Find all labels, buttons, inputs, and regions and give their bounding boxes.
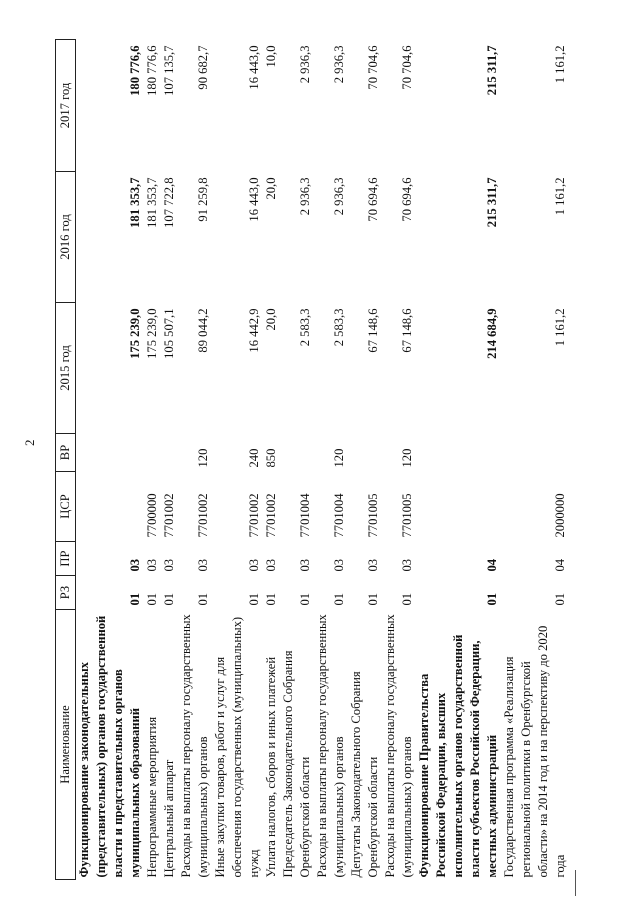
header-2015: 2015 год bbox=[56, 303, 76, 434]
cell-pr: 03 bbox=[145, 558, 159, 572]
cell-2017: 1 161,2 bbox=[553, 45, 567, 84]
cell-name: Председатель Законодательного Собрания Оренбургской области bbox=[281, 650, 312, 878]
cell-vr bbox=[76, 434, 145, 472]
cell-rz: 01 bbox=[485, 592, 499, 606]
cell-vr: 120 bbox=[400, 448, 414, 468]
cell-name: Уплата налогов, сборов и иных платежей bbox=[264, 656, 278, 878]
cell-rz: 01 bbox=[298, 592, 312, 606]
cell-name: Расходы на выплаты персоналу государственных (муниципальных) органов bbox=[315, 614, 346, 878]
cell-name: Государственная программа «Реализация региональной политики в Оренбургской области» на 2014 год и на перспективу до 2020 года bbox=[502, 625, 567, 878]
header-name: Наименование bbox=[56, 610, 76, 880]
cell-csr: 7701005 bbox=[400, 493, 414, 538]
cell-2017: 180 776,6 bbox=[128, 45, 142, 96]
cell-2016: 2 936,3 bbox=[332, 177, 346, 216]
cell-name: Расходы на выплаты персоналу государственных (муниципальных) органов bbox=[383, 614, 414, 878]
cell-csr: 7701002 bbox=[264, 493, 278, 538]
table-row bbox=[382, 40, 416, 880]
cell-pr: 03 bbox=[400, 558, 414, 572]
cell-2016: 181 353,7 bbox=[145, 177, 159, 228]
cell-csr: 7701004 bbox=[332, 493, 346, 538]
cell-vr bbox=[501, 434, 569, 472]
cell-2015: 67 148,6 bbox=[400, 308, 414, 353]
cell-pr: 03 bbox=[264, 558, 278, 572]
page-number: 2 bbox=[22, 439, 37, 446]
table-row bbox=[348, 40, 382, 880]
cell-vr bbox=[144, 434, 161, 472]
cell-2016: 1 161,2 bbox=[553, 177, 567, 216]
table-row bbox=[314, 40, 348, 880]
cell-csr: 7701002 bbox=[247, 493, 261, 538]
cell-csr: 7701004 bbox=[298, 493, 312, 538]
cell-2017: 107 135,7 bbox=[162, 45, 176, 96]
cell-pr: 03 bbox=[128, 558, 142, 572]
cell-2016: 215 311,7 bbox=[485, 177, 499, 228]
cell-rz: 01 bbox=[128, 592, 142, 606]
cell-rz: 01 bbox=[366, 592, 380, 606]
table-row bbox=[178, 40, 212, 880]
cell-2016: 91 259,8 bbox=[196, 177, 210, 222]
cell-csr: 7701002 bbox=[196, 493, 210, 538]
cell-csr: 2000000 bbox=[553, 493, 567, 538]
cell-2017: 215 311,7 bbox=[485, 45, 499, 96]
cell-2016: 2 936,3 bbox=[298, 177, 312, 216]
footnote-rule bbox=[575, 870, 576, 896]
cell-name: Функционирование Правительства Российской Федерации, высших исполнительных органов государственной власти субъектов Российской Федерации, местных администраций bbox=[417, 634, 499, 878]
cell-rz: 01 bbox=[196, 592, 210, 606]
cell-2017: 16 443,0 bbox=[247, 45, 261, 90]
cell-pr: 04 bbox=[485, 558, 499, 572]
header-2017: 2017 год bbox=[56, 40, 76, 172]
cell-pr: 04 bbox=[553, 558, 567, 572]
cell-2017: 2 936,3 bbox=[332, 45, 346, 84]
cell-2017: 70 704,6 bbox=[366, 45, 380, 90]
cell-pr: 03 bbox=[332, 558, 346, 572]
cell-2015: 67 148,6 bbox=[366, 308, 380, 353]
table-row bbox=[416, 40, 501, 880]
cell-pr: 03 bbox=[298, 558, 312, 572]
cell-name: Расходы на выплаты персоналу государственных (муниципальных) органов bbox=[179, 614, 210, 878]
cell-2015: 2 583,3 bbox=[332, 308, 346, 347]
table-row bbox=[501, 40, 569, 880]
cell-2016: 70 694,6 bbox=[400, 177, 414, 222]
cell-name: Функционирование законодательных (представительных) органов государственной власти и представительных органов муниципальных образований bbox=[77, 615, 142, 878]
cell-rz: 01 bbox=[162, 592, 176, 606]
header-vr: ВР bbox=[56, 434, 76, 472]
cell-vr: 120 bbox=[196, 448, 210, 468]
cell-rz: 01 bbox=[400, 592, 414, 606]
header-pr: ПР bbox=[56, 542, 76, 576]
cell-vr bbox=[416, 434, 501, 472]
cell-csr: 7701002 bbox=[162, 493, 176, 538]
budget-table bbox=[55, 39, 569, 880]
table-row bbox=[76, 40, 145, 880]
cell-2017: 70 704,6 bbox=[400, 45, 414, 90]
cell-2015: 16 442,9 bbox=[247, 308, 261, 353]
cell-2015: 20,0 bbox=[264, 308, 278, 331]
cell-name: Депутаты Законодательного Собрания Оренбургской области bbox=[349, 671, 380, 878]
cell-2016: 20,0 bbox=[264, 177, 278, 200]
table-body bbox=[76, 40, 570, 880]
cell-2017: 10,0 bbox=[264, 45, 278, 68]
cell-name: Иные закупки товаров, работ и услуг для обеспечения государственных (муниципальных) нужд bbox=[213, 616, 261, 878]
table-row bbox=[212, 40, 263, 880]
cell-2015: 105 507,1 bbox=[162, 308, 176, 359]
cell-2016: 107 722,8 bbox=[162, 177, 176, 228]
header-2016: 2016 год bbox=[56, 172, 76, 303]
cell-rz: 01 bbox=[332, 592, 346, 606]
cell-vr bbox=[348, 434, 382, 472]
cell-vr: 850 bbox=[264, 448, 278, 468]
cell-pr: 03 bbox=[162, 558, 176, 572]
cell-rz: 01 bbox=[553, 592, 567, 606]
rotated-page bbox=[55, 40, 600, 880]
cell-2015: 2 583,3 bbox=[298, 308, 312, 347]
cell-rz: 01 bbox=[264, 592, 278, 606]
table-row bbox=[161, 40, 178, 880]
cell-csr bbox=[76, 472, 145, 542]
cell-2017: 2 936,3 bbox=[298, 45, 312, 84]
cell-2016: 70 694,6 bbox=[366, 177, 380, 222]
cell-name: Центральный аппарат bbox=[162, 759, 176, 878]
cell-rz: 01 bbox=[247, 592, 261, 606]
cell-pr: 03 bbox=[366, 558, 380, 572]
cell-vr bbox=[280, 434, 314, 472]
cell-2017: 90 682,7 bbox=[196, 45, 210, 90]
table-row bbox=[144, 40, 161, 880]
header-csr: ЦСР bbox=[56, 472, 76, 542]
cell-vr: 120 bbox=[332, 448, 346, 468]
cell-pr: 03 bbox=[196, 558, 210, 572]
cell-2016: 16 443,0 bbox=[247, 177, 261, 222]
cell-csr bbox=[416, 472, 501, 542]
table-header-row bbox=[56, 40, 76, 880]
cell-2015: 175 239,0 bbox=[145, 308, 159, 359]
cell-2015: 175 239,0 bbox=[128, 308, 142, 359]
cell-2017: 180 776,6 bbox=[145, 45, 159, 96]
cell-csr: 7700000 bbox=[145, 493, 159, 538]
cell-rz: 01 bbox=[145, 592, 159, 606]
cell-2015: 1 161,2 bbox=[553, 308, 567, 347]
cell-csr: 7701005 bbox=[366, 493, 380, 538]
cell-pr: 03 bbox=[247, 558, 261, 572]
table-row bbox=[263, 40, 280, 880]
cell-name: Непрограммные мероприятия bbox=[145, 716, 159, 878]
cell-2015: 89 044,2 bbox=[196, 308, 210, 353]
header-rz: РЗ bbox=[56, 576, 76, 610]
cell-vr: 240 bbox=[247, 448, 261, 468]
cell-vr bbox=[161, 434, 178, 472]
table-row bbox=[280, 40, 314, 880]
cell-2016: 181 353,7 bbox=[128, 177, 142, 228]
cell-2015: 214 684,9 bbox=[485, 308, 499, 359]
